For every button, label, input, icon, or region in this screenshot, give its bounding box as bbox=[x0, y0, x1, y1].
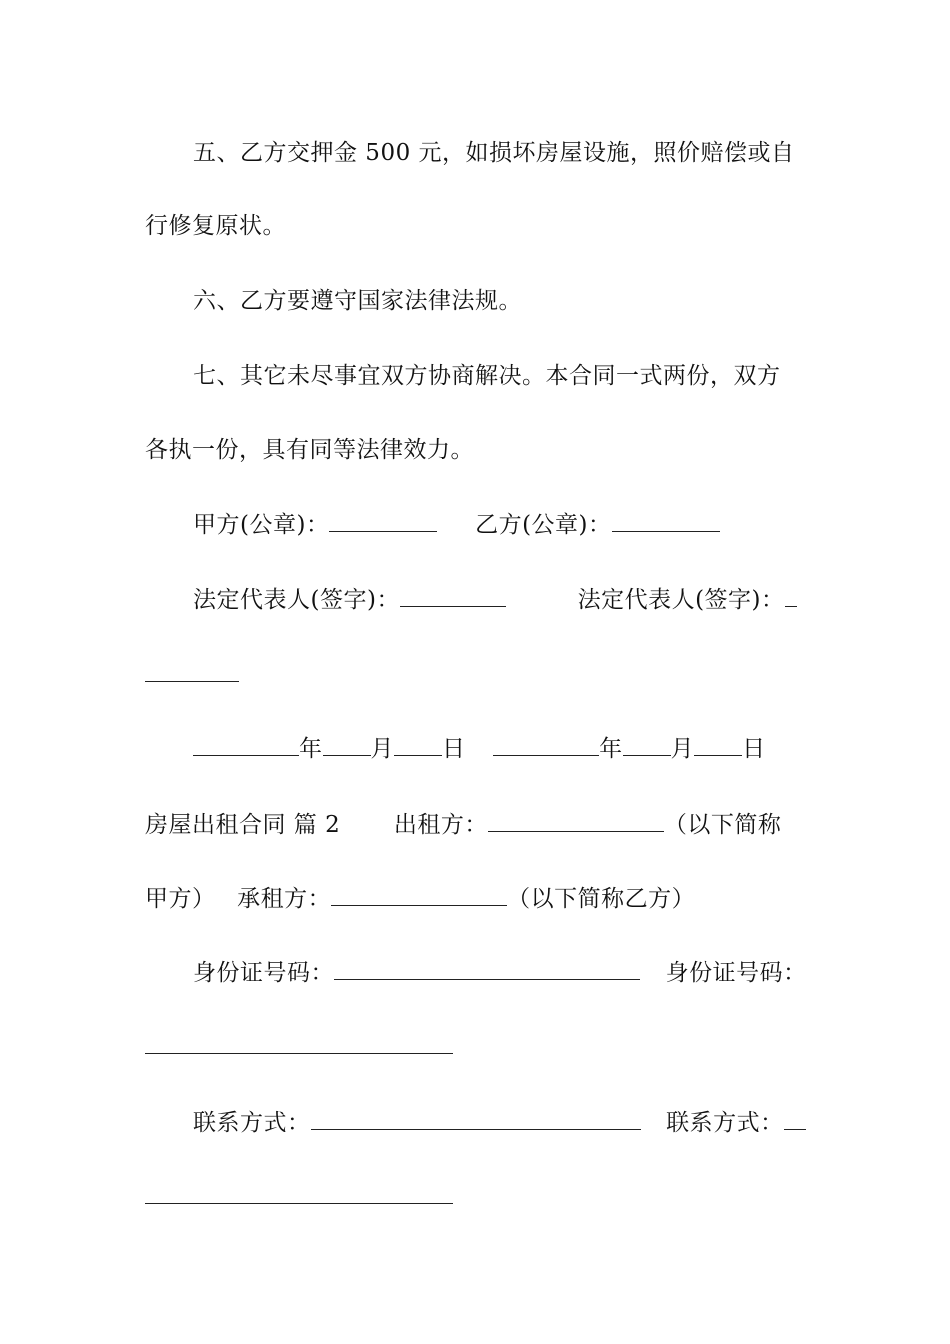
party-a-contact-blank bbox=[311, 1109, 641, 1130]
party-b-id-blank-row bbox=[145, 1032, 815, 1062]
party-b-seal-blank bbox=[612, 511, 720, 532]
clause-seven-line2: 各执一份，具有同等法律效力。 bbox=[145, 437, 474, 463]
clause-six: 六、乙方要遵守国家法律法规。 bbox=[193, 288, 522, 314]
party-b-contact-blank-continued bbox=[145, 1183, 453, 1204]
party-a-rep-label: 法定代表人(签字)： bbox=[193, 587, 400, 613]
rep-blank-continued bbox=[145, 661, 239, 682]
party-a-seal-label: 甲方(公章)： bbox=[193, 512, 330, 538]
party-b-day-blank bbox=[694, 735, 742, 756]
party-b-id-blank bbox=[145, 1033, 453, 1054]
party-b-year-blank bbox=[493, 735, 599, 756]
clause-five-line2: 行修复原状。 bbox=[145, 213, 286, 239]
party-b-rep-label: 法定代表人(签字)： bbox=[577, 587, 785, 613]
month-label: 月 bbox=[370, 736, 394, 762]
contact-row bbox=[193, 1108, 813, 1138]
party-b-seal-label: 乙方(公章)： bbox=[475, 512, 612, 538]
month-label: 月 bbox=[670, 736, 695, 762]
party-b-rep-blank bbox=[785, 586, 797, 607]
lessor-label: 出租方： bbox=[393, 812, 488, 838]
contract-two-title: 房屋出租合同 篇 2 bbox=[145, 812, 341, 838]
party-a-year-blank bbox=[193, 735, 299, 756]
day-label: 日 bbox=[742, 736, 766, 762]
year-label: 年 bbox=[299, 736, 323, 762]
lessor-abbrev-end: 甲方） bbox=[145, 886, 216, 912]
lessee-blank bbox=[331, 885, 507, 906]
party-b-contact-label: 联系方式： bbox=[666, 1110, 784, 1136]
party-a-id-blank bbox=[334, 959, 640, 980]
party-a-contact-label: 联系方式： bbox=[193, 1110, 311, 1136]
representative-row bbox=[193, 585, 813, 615]
lessee-row bbox=[145, 884, 815, 914]
lessee-abbrev-note: （以下简称乙方） bbox=[507, 886, 696, 912]
party-b-id-label: 身份证号码： bbox=[665, 960, 807, 986]
day-label: 日 bbox=[442, 736, 466, 762]
clause-seven-line1: 七、其它未尽事宜双方协商解决。本合同一式两份，双方 bbox=[193, 363, 781, 389]
party-b-contact-blank bbox=[784, 1109, 806, 1130]
party-a-id-label: 身份证号码： bbox=[193, 960, 334, 986]
party-a-rep-blank bbox=[400, 586, 506, 607]
party-a-month-blank bbox=[323, 735, 371, 756]
lessor-abbrev-note: （以下简称 bbox=[663, 812, 782, 838]
party-a-day-blank bbox=[394, 735, 442, 756]
contract-two-header bbox=[145, 810, 815, 840]
date-row bbox=[193, 734, 813, 764]
year-label: 年 bbox=[599, 736, 623, 762]
clause-five-line1: 五、乙方交押金 500 元，如损坏房屋设施，照价赔偿或自 bbox=[193, 140, 795, 166]
lessor-blank bbox=[488, 811, 664, 832]
party-b-contact-blank-row bbox=[145, 1182, 815, 1212]
seal-row bbox=[193, 510, 813, 540]
party-b-month-blank bbox=[623, 735, 671, 756]
id-number-row bbox=[193, 958, 813, 988]
lessee-label: 承租方： bbox=[237, 886, 332, 912]
party-a-seal-blank bbox=[329, 511, 437, 532]
party-b-rep-blank-continued bbox=[145, 660, 815, 690]
